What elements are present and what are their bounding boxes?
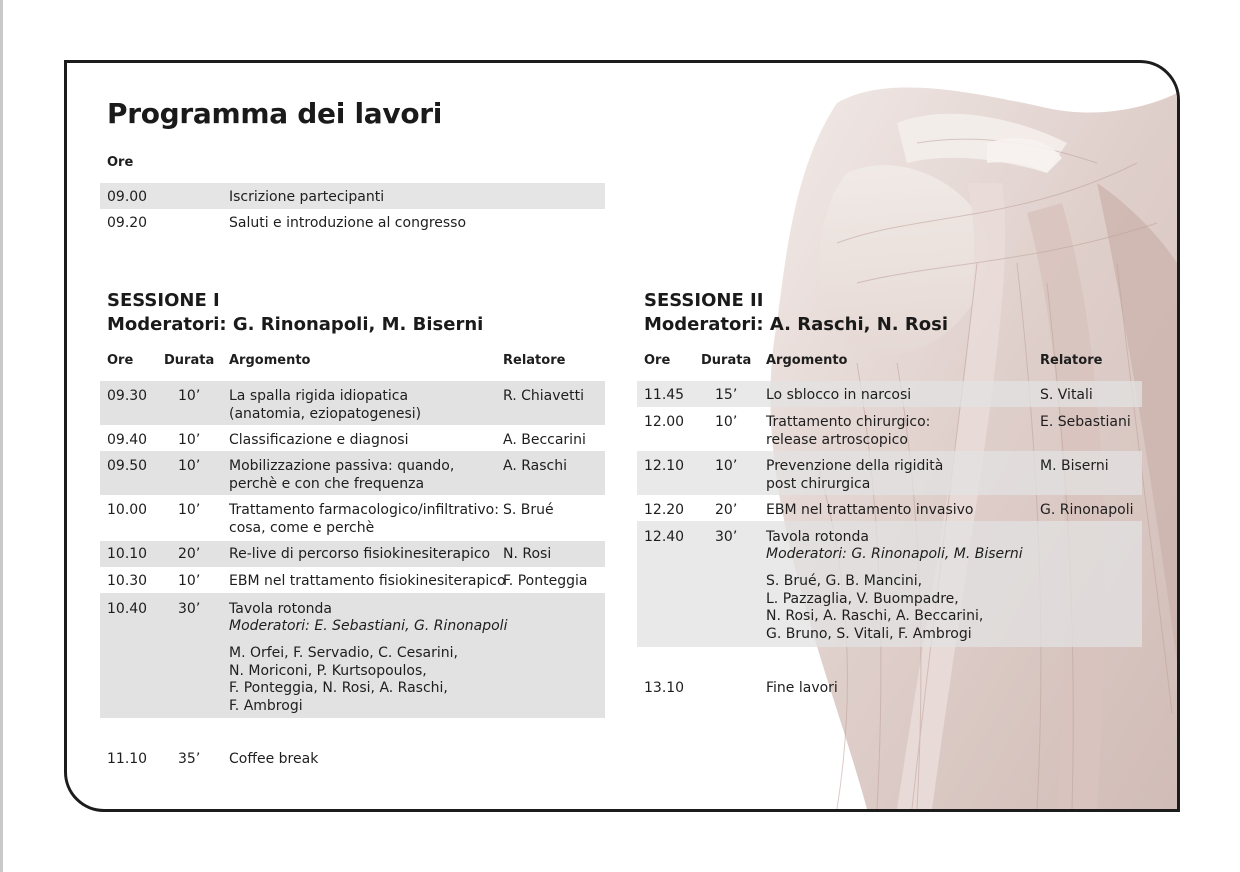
row-duration: 35’ (178, 751, 201, 767)
row-time: 09.50 (107, 458, 148, 474)
row-duration: 30’ (715, 529, 738, 545)
row-duration: 10’ (178, 502, 201, 518)
round-table-participants: M. Orfei, F. Servadio, C. Cesarini, N. Moriconi, P. Kurtsopoulos, F. Ponteggia, N. Rosi, A. Raschi, F. Ambrogi (229, 645, 458, 714)
row-speaker: N. Rosi (503, 546, 552, 562)
session1-coffee-row (100, 751, 605, 773)
session1-row (100, 541, 605, 567)
row-topic: Coffee break (229, 751, 319, 767)
session2-row (637, 381, 1142, 407)
intro-row (100, 183, 605, 209)
row-topic: Trattamento farmacologico/infiltrativo: cosa, come e perchè (229, 502, 499, 536)
row-duration: 10’ (178, 388, 201, 404)
row-topic: La spalla rigida idiopatica (anatomia, eziopatogenesi) (229, 388, 422, 422)
session1-round-table (100, 593, 605, 718)
session2-moderators: Moderatori: A. Raschi, N. Rosi (644, 314, 949, 335)
row-topic: Saluti e introduzione al congresso (229, 215, 467, 231)
session2-header-durata: Durata (701, 353, 752, 368)
row-time: 12.00 (644, 414, 685, 430)
row-speaker: E. Sebastiani (1040, 414, 1131, 430)
session1-row (100, 567, 605, 593)
session1-row (100, 495, 605, 541)
row-time: 11.10 (107, 751, 148, 767)
row-topic: Iscrizione partecipanti (229, 189, 385, 205)
page-title: Programma dei lavori (107, 97, 443, 130)
row-topic: Prevenzione della rigidità post chirurgica (766, 458, 944, 492)
session1-header-ore: Ore (107, 353, 134, 368)
row-topic: Lo sblocco in narcosi (766, 387, 912, 403)
row-duration: 20’ (715, 502, 738, 518)
row-topic: Trattamento chirurgico: release artroscopico (766, 414, 931, 448)
row-duration: 20’ (178, 546, 201, 562)
row-time: 09.00 (107, 189, 148, 205)
session2-heading (644, 289, 948, 337)
session2-header-argomento: Argomento (766, 353, 848, 368)
row-topic: EBM nel trattamento fisiokinesiterapico (229, 573, 506, 589)
row-duration: 30’ (178, 601, 201, 617)
session2-row (637, 451, 1142, 495)
session1-header-durata: Durata (164, 353, 215, 368)
session2-round-table (637, 521, 1142, 647)
intro-ore-header: Ore (107, 155, 134, 170)
row-topic: Re-live di percorso fisiokinesiterapico (229, 546, 491, 562)
row-time: 11.45 (644, 387, 685, 403)
row-duration: 15’ (715, 387, 738, 403)
session2-end-row (637, 680, 1142, 702)
row-time: 10.40 (107, 601, 148, 617)
round-table-moderators: Moderatori: E. Sebastiani, G. Rinonapoli (229, 618, 508, 634)
row-speaker: A. Beccarini (503, 432, 586, 448)
session2-title: SESSIONE II (644, 290, 764, 311)
row-time: 10.00 (107, 502, 148, 518)
session1-moderators: Moderatori: G. Rinonapoli, M. Biserni (107, 314, 484, 335)
row-time: 12.40 (644, 529, 685, 545)
row-time: 12.10 (644, 458, 685, 474)
row-speaker: M. Biserni (1040, 458, 1109, 474)
row-topic: Tavola rotonda (229, 601, 332, 617)
session1-header-relatore: Relatore (503, 353, 566, 368)
intro-row (100, 209, 605, 235)
row-duration: 10’ (715, 414, 738, 430)
row-speaker: A. Raschi (503, 458, 567, 474)
row-speaker: S. Vitali (1040, 387, 1093, 403)
row-speaker: F. Ponteggia (503, 573, 588, 589)
session1-title: SESSIONE I (107, 290, 220, 311)
row-speaker: S. Brué (503, 502, 554, 518)
row-duration: 10’ (178, 458, 201, 474)
row-time: 10.10 (107, 546, 148, 562)
session1-row (100, 451, 605, 495)
row-topic: Fine lavori (766, 680, 838, 696)
row-speaker: R. Chiavetti (503, 388, 585, 404)
row-duration: 10’ (178, 573, 201, 589)
row-topic: Tavola rotonda (766, 529, 869, 545)
page-edge (0, 0, 3, 872)
row-duration: 10’ (178, 432, 201, 448)
session2-header-ore: Ore (644, 353, 671, 368)
row-topic: Classificazione e diagnosi (229, 432, 409, 448)
session2-row (637, 495, 1142, 521)
row-time: 12.20 (644, 502, 685, 518)
row-topic: Mobilizzazione passiva: quando, perchè e con che frequenza (229, 458, 455, 492)
row-time: 10.30 (107, 573, 148, 589)
session1-heading (107, 289, 483, 337)
row-time: 09.30 (107, 388, 148, 404)
round-table-moderators: Moderatori: G. Rinonapoli, M. Biserni (766, 546, 1023, 562)
session1-header-argomento: Argomento (229, 353, 311, 368)
session1-row (100, 381, 605, 425)
row-duration: 10’ (715, 458, 738, 474)
session1-row (100, 425, 605, 451)
session2-header-relatore: Relatore (1040, 353, 1103, 368)
row-time: 09.40 (107, 432, 148, 448)
round-table-participants: S. Brué, G. B. Mancini, L. Pazzaglia, V. Buompadre, N. Rosi, A. Raschi, A. Beccarini, G. Bruno, S. Vitali, F. Ambrogi (766, 573, 984, 642)
session2-row (637, 407, 1142, 451)
row-speaker: G. Rinonapoli (1040, 502, 1134, 518)
row-topic: EBM nel trattamento invasivo (766, 502, 974, 518)
row-time: 09.20 (107, 215, 148, 231)
row-time: 13.10 (644, 680, 685, 696)
program-card (64, 60, 1180, 812)
